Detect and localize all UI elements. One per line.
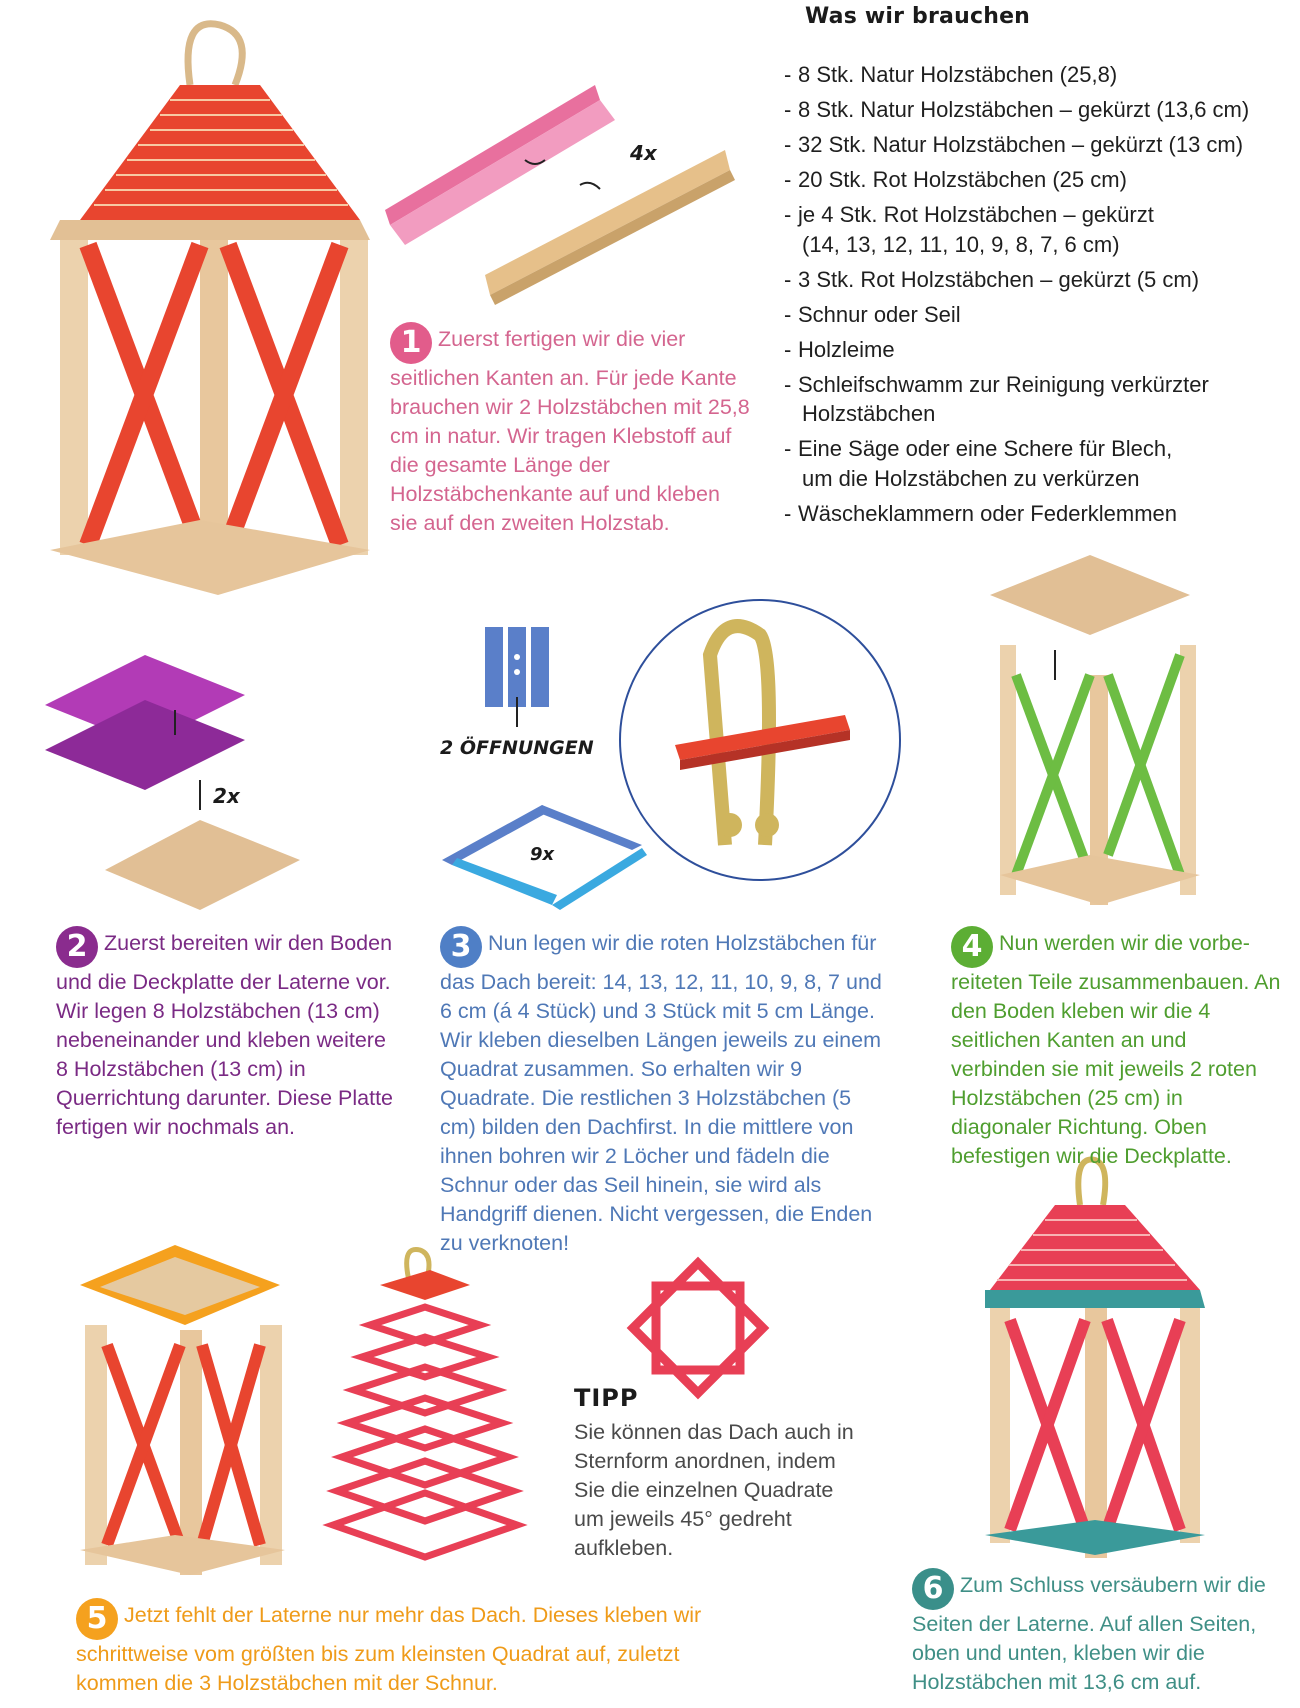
materials-item: - 20 Stk. Rot Holzstäbchen (25 cm) — [784, 167, 1127, 192]
step3-knot-detail-illustration — [615, 595, 905, 885]
roof-layers-illustration — [330, 1245, 520, 1575]
step5-lantern-illustration — [80, 1245, 290, 1575]
step6-lantern-illustration — [985, 1150, 1205, 1570]
step-3-badge: 3 — [440, 926, 482, 968]
materials-item: - 8 Stk. Natur Holzstäbchen – gekürzt (13,6 cm) — [784, 97, 1250, 122]
tip-star-illustration — [628, 1258, 768, 1398]
step4-assembly-illustration — [990, 555, 1220, 905]
step3-openings-illustration — [440, 627, 640, 767]
step1-count-label: 4x — [630, 141, 657, 165]
materials-item: - Holzleime — [784, 336, 895, 362]
step-6-text: 6 Zum Schluss versäubern wir die Seiten der Laterne. Auf allen Seiten, oben und unten, kleben wir die Holzstäbchen mit 13,6 cm auf. — [912, 1568, 1282, 1697]
finished-lantern-illustration — [50, 15, 380, 595]
materials-item: - je 4 Stk. Rot Holzstäbchen – gekürzt (14, 13, 12, 11, 10, 9, 8, 7, 6 cm) — [784, 202, 1154, 257]
materials-heading: Was wir brauchen — [805, 4, 1031, 29]
materials-item: - Schnur oder Seil — [784, 301, 961, 327]
tip-title: TIPP — [574, 1384, 639, 1412]
step-2-badge: 2 — [56, 926, 98, 968]
step-4-text: 4 Nun werden wir die vorbe-reiteten Teile zusammenbauen. An den Boden kleben wir die 4 seitlichen Kanten an und verbinden sie mit jeweils 2 roten Holzstäbchen (25 cm) in diagonaler Richtung. Oben befestigen wir die Deckplatte. — [951, 926, 1281, 1171]
materials-item: - 3 Stk. Rot Holzstäbchen – gekürzt (5 cm) — [784, 266, 1200, 292]
step2-count-label: 2x — [213, 784, 240, 808]
step-4-badge: 4 — [951, 926, 993, 968]
materials-list — [784, 60, 1284, 534]
step-3-text: 3 Nun legen wir die roten Holzstäbchen für das Dach bereit: 14, 13, 12, 11, 10, 9, 8, 7 und 6 cm (á 4 Stück) und 3 Stück mit 5 cm Länge. Wir kleben dieselben Längen jeweils zu einem Quadrat zusammen. So erhalten wir 9 Quadrate. Die restlichen 3 Holzstäbchen (5 cm) bilden den Dachfirst. In die mittlere von ihnen bohren wir 2 Löcher und fädeln die Schnur oder das Seil hinein, sie wird als Handgriff dienen. Nicht vergessen, die Enden zu verknoten! — [440, 926, 890, 1258]
step-2-text: 2 Zuerst bereiten wir den Boden und die Deckplatte der Laterne vor. Wir legen 8 Holzstäbchen (13 cm) nebeneinander und kleben weitere 8 Holzstäbchen (13 cm) in Querrichtung darunter. Diese Platte fertigen wir nochmals an. — [56, 926, 396, 1142]
materials-item: - Eine Säge oder eine Schere für Blech, um die Holzstäbchen zu verkürzen — [784, 436, 1173, 491]
step-1-text: 1 Zuerst fertigen wir die vier seitlichen Kanten an. Für jede Kante brauchen wir 2 Holzstäbchen mit 25,8 cm in natur. Wir tragen Klebstoff auf die gesamte Länge der Holzstäbchenkante auf und kleben sie auf den zweiten Holzstab. — [390, 322, 750, 538]
step-5-text: 5 Jetzt fehlt der Laterne nur mehr das Dach. Dieses kleben wir schrittweise vom größten bis zum kleinsten Quadrat auf, zuletzt kommen die 3 Holzstäbchen mit der Schnur. — [76, 1598, 716, 1698]
materials-item: - Wäscheklammern oder Federklemmen — [784, 500, 1178, 526]
tip-text: Sie können das Dach auch in Sternform anordnen, indem Sie die einzelnen Quadrate um jeweils 45° gedreht aufkleben. — [574, 1420, 854, 1560]
materials-item: - 32 Stk. Natur Holzstäbchen – gekürzt (13 cm) — [784, 132, 1244, 157]
step3-count-label: 9x — [530, 844, 555, 865]
step-5-badge: 5 — [76, 1598, 118, 1640]
step-6-badge: 6 — [912, 1568, 954, 1610]
openings-label: 2 ÖFFNUNGEN — [440, 737, 594, 759]
step-1-badge: 1 — [390, 322, 432, 364]
step1-sticks-illustration — [385, 80, 725, 320]
materials-item: - Schleifschwamm zur Reinigung verkürzter Holzstäbchen — [784, 371, 1209, 426]
step2-plates-illustration — [45, 655, 305, 915]
materials-item: - 8 Stk. Natur Holzstäbchen (25,8) — [784, 62, 1118, 87]
